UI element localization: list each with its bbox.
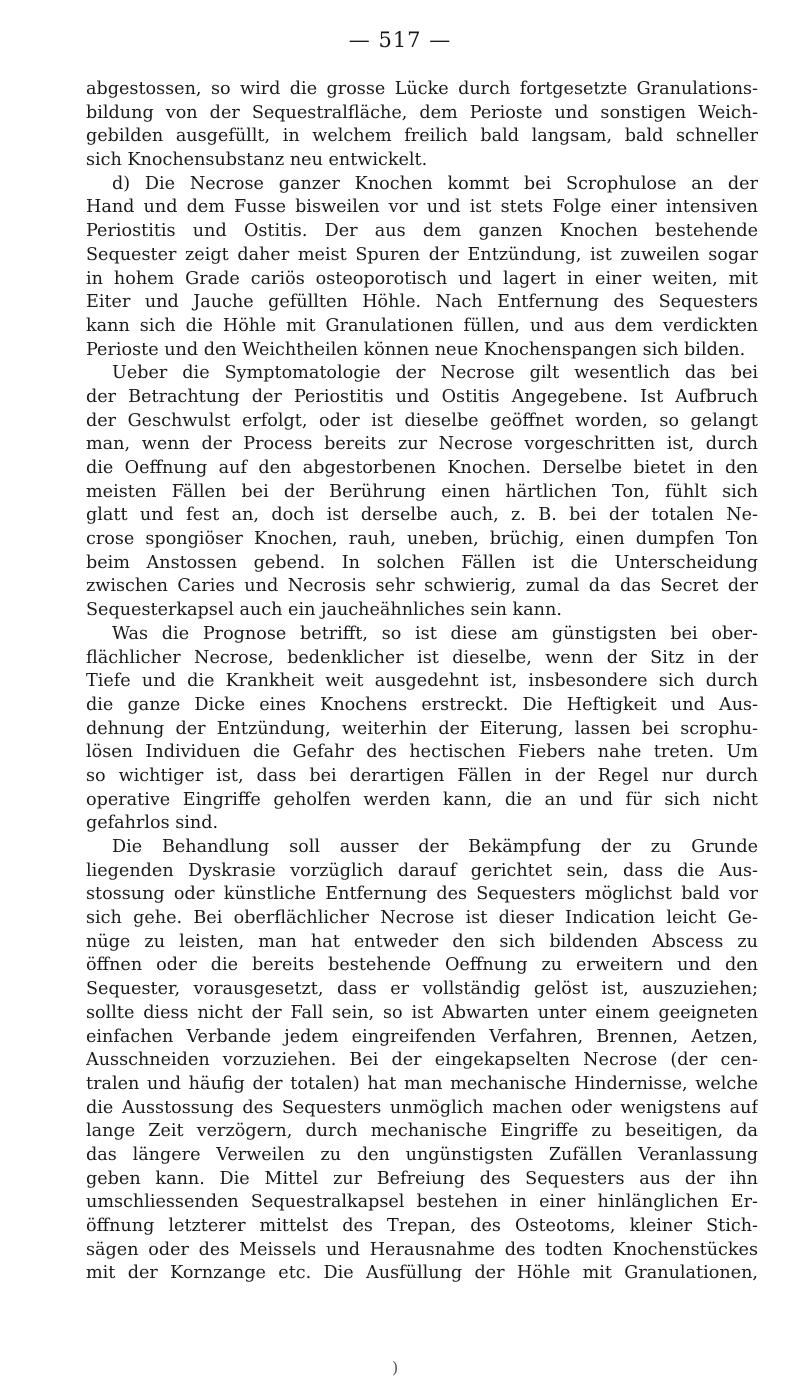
text-line: sägen oder des Meissels und Herausnahme des todten Knochenstückes <box>86 1239 758 1260</box>
text-line: sollte diess nicht der Fall sein, so ist Abwarten unter einem geeigneten <box>86 1002 758 1023</box>
text-line: bildung von der Sequestralfläche, dem Perioste und sonstigen Weich- <box>86 102 758 123</box>
text-line: Hand und dem Fusse bisweilen vor und ist stets Folge einer intensiven <box>86 197 758 218</box>
text-line: gefahrlos sind. <box>86 813 219 834</box>
text-line: die Ausstossung des Sequesters unmöglich machen oder wenigstens auf <box>86 1097 758 1118</box>
text-line: Periostitis und Ostitis. Der aus dem ganzen Knochen bestehende <box>86 221 758 242</box>
text-line: Sequester, vorausgesetzt, dass er vollständig gelöst ist, auszuziehen; <box>86 979 758 1000</box>
text-line: operative Eingriffe geholfen werden kann, die an und für sich nicht <box>86 789 758 810</box>
text-line: d) Die Necrose ganzer Knochen kommt bei Scrophulose an der <box>112 173 758 194</box>
text-line: nüge zu leisten, man hat entweder den sich bildenden Abscess zu <box>86 931 758 952</box>
text-line: die ganze Dicke eines Knochens erstreckt. Die Heftigkeit und Aus- <box>86 694 758 715</box>
text-line: Ausschneiden vorzuziehen. Bei der eingekapselten Necrose (der cen- <box>86 1050 758 1071</box>
page-number: — 517 — <box>348 28 452 52</box>
text-line: beim Anstossen gebend. In solchen Fällen ist die Unterscheidung <box>86 552 758 573</box>
text-line: meisten Fällen bei der Berührung einen härtlichen Ton, fühlt sich <box>86 481 758 502</box>
text-line: tralen und häufig der totalen) hat man mechanische Hindernisse, welche <box>86 1073 758 1094</box>
text-line: Was die Prognose betrifft, so ist diese am günstigsten bei ober- <box>112 623 758 644</box>
text-line: Perioste und den Weichtheilen können neue Knochenspangen sich bilden. <box>86 339 746 360</box>
text-line: flächlicher Necrose, bedenklicher ist dieselbe, wenn der Sitz in der <box>86 647 758 668</box>
text-line: gebilden ausgefüllt, in welchem freilich bald langsam, bald schneller <box>86 126 758 147</box>
stray-mark: ) <box>392 1358 399 1377</box>
text-line: der Geschwulst erfolgt, oder ist dieselbe geöffnet worden, so gelangt <box>86 410 758 431</box>
text-line: einfachen Verbande jedem eingreifenden Verfahren, Brennen, Aetzen, <box>86 1026 758 1047</box>
text-line: das längere Verweilen zu den ungünstigsten Zufällen Veranlassung <box>86 1144 758 1165</box>
text-line: so wichtiger ist, dass bei derartigen Fällen in der Regel nur durch <box>86 765 758 786</box>
text-line: sich gehe. Bei oberflächlicher Necrose ist dieser Indication leicht Ge- <box>86 908 758 929</box>
text-line: Sequesterkapsel auch ein jaucheähnliches sein kann. <box>86 600 562 621</box>
text-line: abgestossen, so wird die grosse Lücke durch fortgesetzte Granulations- <box>86 79 758 99</box>
text-line: stossung oder künstliche Entfernung des Sequesters möglichst bald vor <box>86 884 758 905</box>
text-line: in hohem Grade cariös osteoporotisch und lagert in einer weiten, mit <box>86 268 758 289</box>
text-line: geben kann. Die Mittel zur Befreiung des Sequesters aus der ihn <box>86 1168 758 1189</box>
text-line: mit der Kornzange etc. Die Ausfüllung der Höhle mit Granulationen, <box>86 1263 758 1284</box>
text-line: kann sich die Höhle mit Granulationen füllen, und aus dem verdickten <box>86 315 758 336</box>
text-line: Sequester zeigt daher meist Spuren der Entzündung, ist zuweilen sogar <box>86 244 758 265</box>
text-line: öffnen oder die bereits bestehende Oeffnung zu erweitern und den <box>86 955 758 976</box>
text-line: Ueber die Symptomatologie der Necrose gilt wesentlich das bei <box>112 363 758 384</box>
text-line: liegenden Dyskrasie vorzüglich darauf gerichtet sein, dass die Aus- <box>86 860 758 881</box>
text-line: sich Knochensubstanz neu entwickelt. <box>86 150 428 171</box>
text-line: der Betrachtung der Periostitis und Ostitis Angegebene. Ist Aufbruch <box>86 386 758 407</box>
text-line: Tiefe und die Krankheit weit ausgedehnt ist, insbesondere sich durch <box>86 671 758 692</box>
text-line: die Oeffnung auf den abgestorbenen Knochen. Derselbe bietet in den <box>86 458 758 478</box>
text-line: zwischen Caries und Necrosis sehr schwierig, zumal da das Secret der <box>86 576 758 597</box>
text-line: glatt und fest an, doch ist derselbe auch, z. B. bei der totalen Ne- <box>86 505 758 526</box>
body-text <box>86 78 758 1286</box>
text-line: Eiter und Jauche gefüllten Höhle. Nach Entfernung des Sequesters <box>86 292 758 313</box>
text-line: dehnung der Entzündung, weiterhin der Eiterung, lassen bei scrophu- <box>86 718 758 739</box>
text-line: umschliessenden Sequestralkapsel bestehen in einer hinlänglichen Er- <box>86 1192 758 1213</box>
text-line: crose spongiöser Knochen, rauh, uneben, brüchig, einen dumpfen Ton <box>86 529 758 550</box>
text-line: lange Zeit verzögern, durch mechanische Eingriffe zu beseitigen, da <box>86 1121 758 1142</box>
text-line: lösen Individuen die Gefahr des hectischen Fiebers nahe treten. Um <box>86 742 758 763</box>
text-line: man, wenn der Process bereits zur Necrose vorgeschritten ist, durch <box>86 434 758 455</box>
text-line: öffnung letzterer mittelst des Trepan, des Osteotoms, kleiner Stich- <box>86 1216 758 1236</box>
text-line: Die Behandlung soll ausser der Bekämpfung der zu Grunde <box>112 837 758 857</box>
